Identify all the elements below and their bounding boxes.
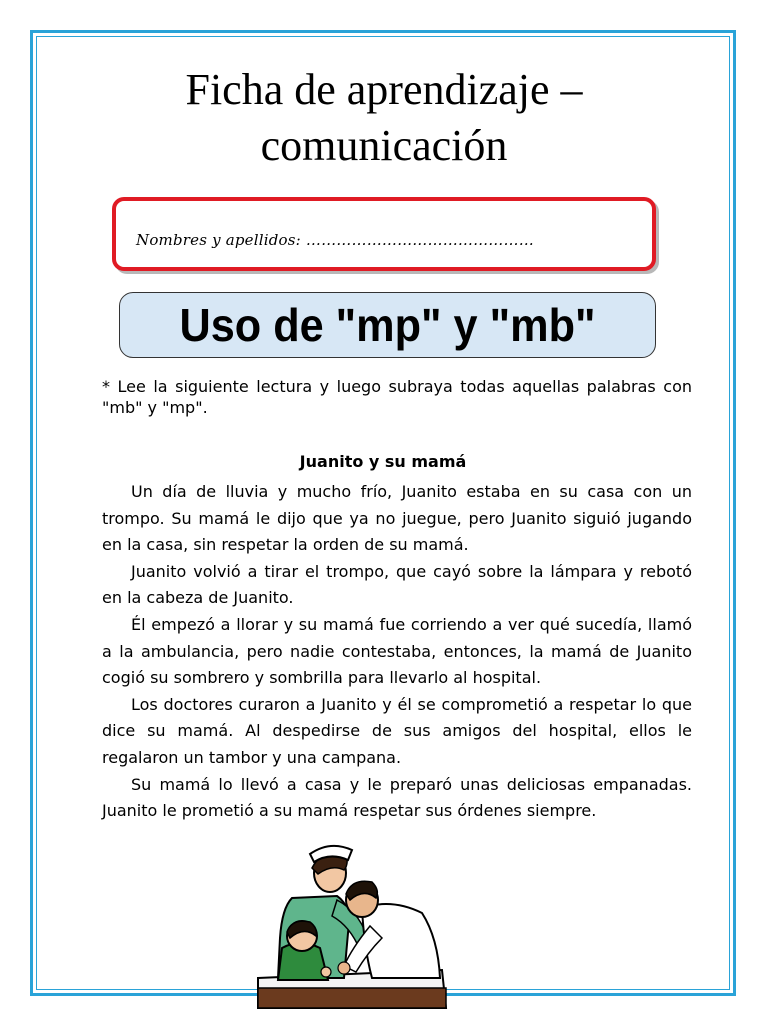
story-paragraph: Juanito volvió a tirar el trompo, que cayó sobre la lámpara y rebotó en la cabeza de Juanito.: [102, 561, 692, 608]
topic-banner: [119, 292, 656, 358]
topic-banner-text: Uso de "mp" y "mb": [179, 299, 596, 351]
story-paragraph: Los doctores curaron a Juanito y él se comprometió a respetar lo que dice su mamá. Al despedirse de sus amigos del hospital, ellos le regalaron un tambor y una campana.: [102, 694, 692, 767]
name-field-label: Nombres y apellidos: ………………………………………: [136, 231, 534, 249]
nurse-doctor-child-clipart-icon: [252, 838, 452, 1010]
story-paragraph: Su mamá lo llevó a casa y le preparó unas deliciosas empanadas. Juanito le prometió a su mamá respetar sus órdenes siempre.: [102, 774, 692, 821]
story-body: [102, 479, 692, 825]
title-line-2: comunicación: [260, 121, 508, 170]
worksheet-title: [40, 62, 728, 174]
instruction-text: * Lee la siguiente lectura y luego subraya todas aquellas palabras con "mb" y "mp".: [102, 377, 692, 417]
story-paragraph: Un día de lluvia y mucho frío, Juanito estaba en su casa con un trompo. Su mamá le dijo que ya no juegue, pero Juanito siguió jugando en la casa, sin respetar la orden de su mamá.: [102, 482, 692, 555]
story-title: Juanito y su mamá: [299, 452, 467, 471]
name-field-box[interactable]: [112, 197, 656, 271]
title-line-1: Ficha de aprendizaje –: [185, 65, 583, 114]
story-paragraph: Él empezó a llorar y su mamá fue corriendo a ver qué sucedía, llamó a la ambulancia, pero nadie contestaba, entonces, la mamá de Juanito cogió su sombrero y sombrilla para llevarlo al hospital.: [102, 614, 692, 688]
